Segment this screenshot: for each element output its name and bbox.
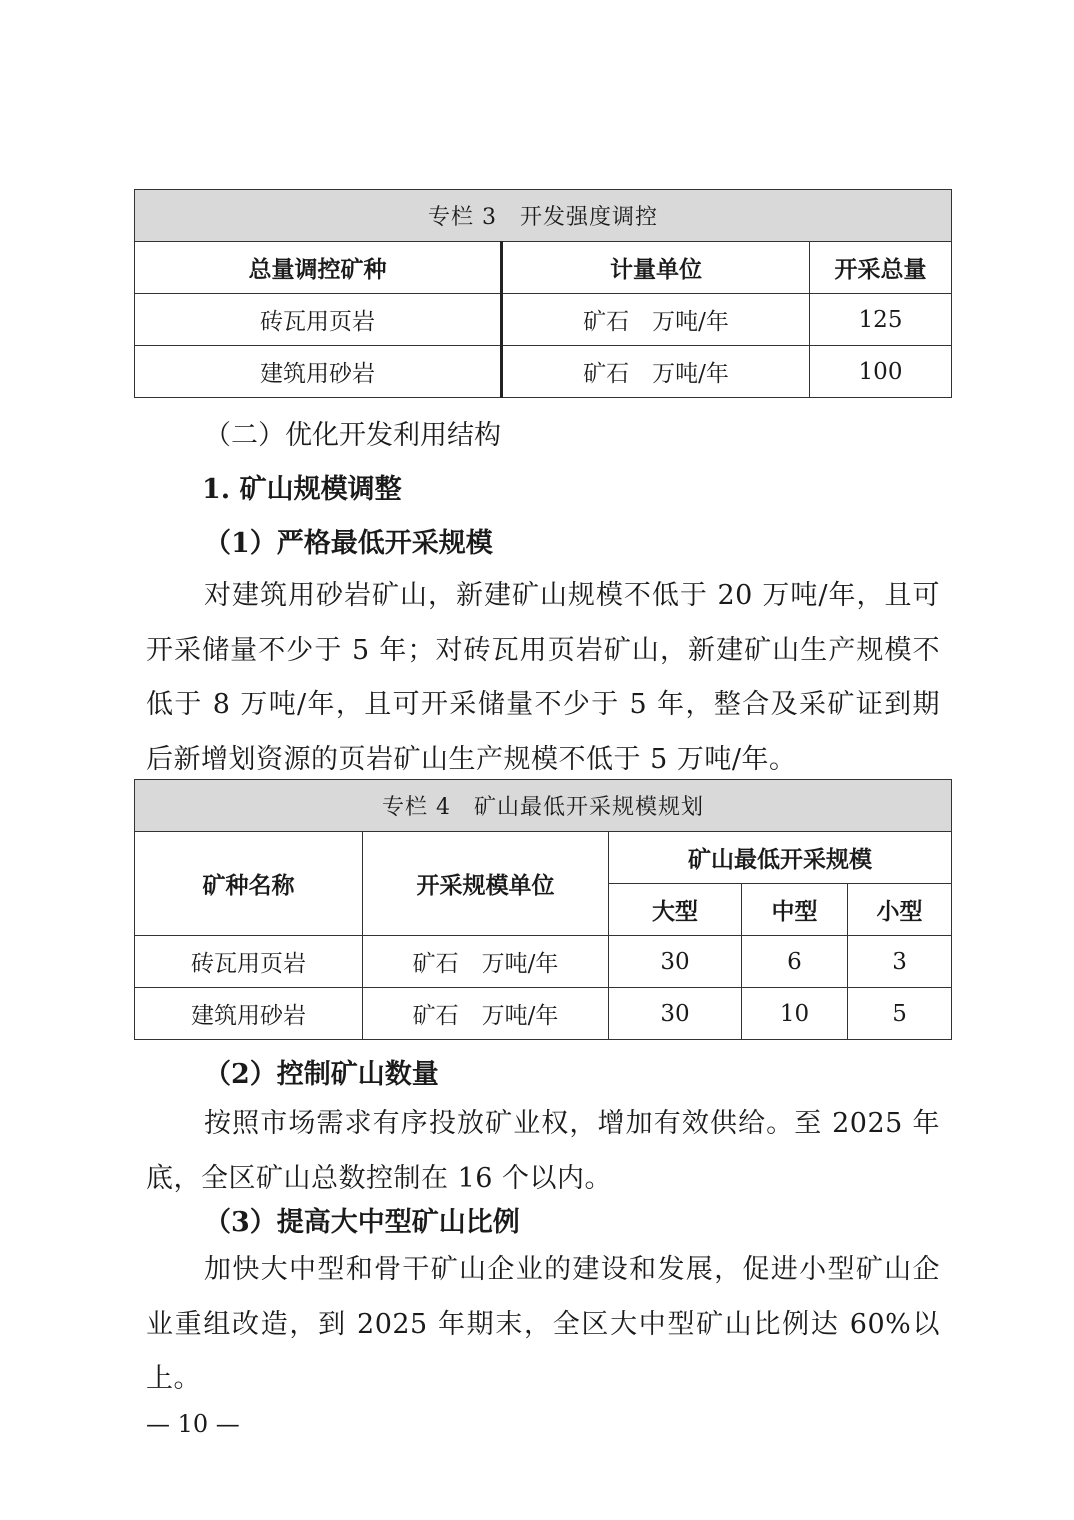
table4-cell: 矿石 万吨/年 [363,936,609,988]
table4-header-unit: 开采规模单位 [363,832,609,936]
table4-cell: 5 [848,988,952,1040]
paragraph-large-medium-ratio: 加快大中型和骨干矿山企业的建设和发展，促进小型矿山企业重组改造，到 2025 年期末，全区大中型矿山比例达 60%以上。 [146,1254,940,1394]
table4-cell: 30 [609,936,742,988]
table-row [135,936,952,988]
table4-header-medium: 中型 [742,884,848,936]
table4-cell: 30 [609,988,742,1040]
table3-cell: 矿石 万吨/年 [502,346,810,398]
paragraph-min-scale: 对建筑用砂岩矿山，新建矿山规模不低于 20 万吨/年，且可开采储量不少于 5 年；对砖瓦用页岩矿山，新建矿山生产规模不低于 8 万吨/年，且可开采储量不少于 5 年，整合及采矿证到期后新增划资源的页岩矿山生产规模不低于 5 万吨/年。 [146,580,940,775]
table3-cell: 建筑用砂岩 [135,346,502,398]
table4-header-large: 大型 [609,884,742,936]
table4-cell: 建筑用砂岩 [135,988,363,1040]
table4-cell: 砖瓦用页岩 [135,936,363,988]
table-row [135,346,952,398]
item-heading-2: （2）控制矿山数量 [204,1059,439,1090]
table3-header-unit: 计量单位 [502,242,810,294]
table3-cell: 砖瓦用页岩 [135,294,502,346]
table4-header-mineral: 矿种名称 [135,832,363,936]
table3-cell: 100 [810,346,952,398]
table4-cell: 6 [742,936,848,988]
table3-header-total: 开采总量 [810,242,952,294]
table3-cell: 矿石 万吨/年 [502,294,810,346]
table3-cell: 125 [810,294,952,346]
item-heading-1: （1）严格最低开采规模 [204,528,493,559]
section-heading-2: （二）优化开发利用结构 [204,420,501,451]
item-heading-3: （3）提高大中型矿山比例 [204,1207,520,1238]
paragraph-mine-count: 按照市场需求有序投放矿业权，增加有效供给。至 2025 年底，全区矿山总数控制在 16 个以内。 [146,1108,940,1194]
table4-header-scale: 矿山最低开采规模 [609,832,952,884]
table-development-intensity [134,189,952,398]
table-row [135,294,952,346]
table-row [135,988,952,1040]
page-number: — 10 — [146,1410,240,1438]
table4-cell: 矿石 万吨/年 [363,988,609,1040]
table4-cell: 10 [742,988,848,1040]
table3-caption: 专栏 3 开发强度调控 [135,190,952,242]
table4-cell: 3 [848,936,952,988]
table4-header-small: 小型 [848,884,952,936]
subsection-heading-1: 1. 矿山规模调整 [202,474,402,505]
table3-header-mineral: 总量调控矿种 [135,242,502,294]
table-min-mining-scale [134,779,952,1040]
table4-caption: 专栏 4 矿山最低开采规模规划 [135,780,952,832]
